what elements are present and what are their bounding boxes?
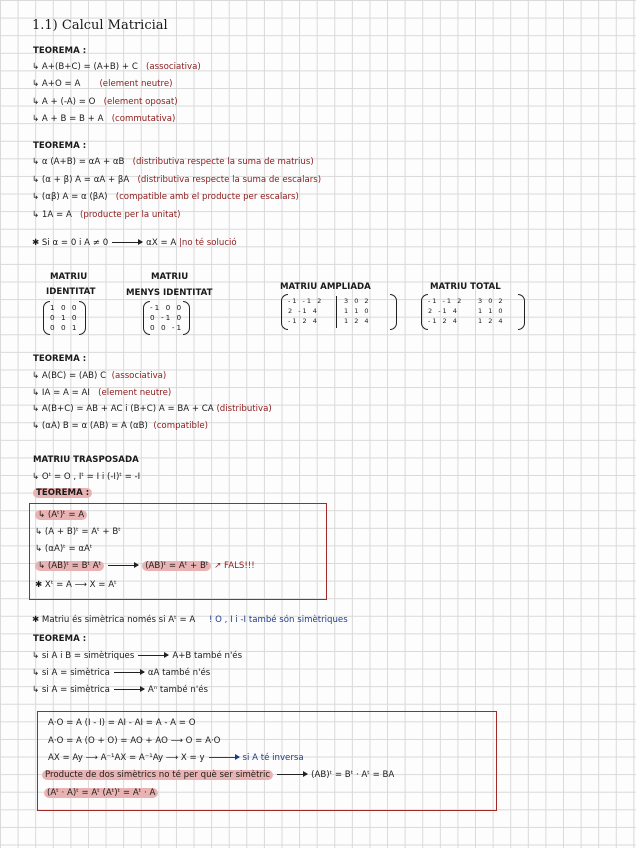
teorema-heading-4: TEOREMA : (33, 488, 92, 499)
identity-label-2: IDENTITAT (46, 287, 96, 297)
final-line-1: A·O = A (I - I) = AI - AI = A - A = O (48, 718, 196, 728)
list-item: ↳ A+(B+C) = (A+B) + C (associativa) (32, 62, 201, 72)
list-item: ↳ IA = A = AI (element neutre) (32, 388, 172, 398)
list-item: ↳ (αβ) A = α (βA) (compatible amb el producte per escalars) (32, 192, 299, 202)
list-item: ↳ α (A+B) = αA + αB (distributiva respecte la suma de matrius) (32, 157, 314, 167)
list-item: ↳ (A + B)ᵗ = Aᵗ + Bᵗ (35, 527, 121, 537)
trasposada-heading: MATRIU TRASPOSADA (33, 455, 139, 465)
list-item: ↳ A + (-A) = O (element oposat) (32, 97, 178, 107)
list-item: ↳ (AB)ᵗ = Bᵗ Aᵗ (AB)ᵗ = Aᵗ + Bᵗ ↗ FALS!!! (35, 561, 255, 572)
teorema-heading-2: TEOREMA : (33, 141, 87, 151)
list-item: ↳ A(B+C) = AB + AC i (B+C) A = BA + CA (distributiva) (32, 404, 272, 414)
final-line-2: A·O = A (O + O) = AO + AO ⟶ O = A·O (48, 736, 221, 746)
list-item: ↳ A+O = A (element neutre) (32, 79, 173, 89)
star-note: ✱ Si α = 0 i A ≠ 0 αX = A |no té solució (32, 238, 237, 248)
list-item: ↳ 1A = A (producte per la unitat) (32, 210, 181, 220)
list-item: ↳ (αA)ᵗ = αAᵗ (35, 544, 93, 554)
final-line-4: Producte de dos simètrics no té per què ser simètric (AB)ᵗ = Bᵗ · Aᵗ = BA (42, 770, 394, 781)
simetrica-line: ✱ Matriu és simètrica només si Aᵗ = A ! O , I i -I també són simètriques (32, 615, 348, 625)
teorema-heading-1: TEOREMA : (33, 46, 87, 56)
identity-label: MATRIU (50, 272, 88, 282)
list-item: ↳ si A i B = simètriques A+B també n'és (32, 651, 243, 661)
teorema-heading-5: TEOREMA : (33, 634, 87, 644)
teorema-heading-3: TEOREMA : (33, 354, 87, 364)
total-matrix: -1 -1 2 2 -1 4 -1 2 4 3 0 2 1 1 0 1 2 4 (428, 296, 518, 328)
final-line-3: AX = Ay ⟶ A⁻¹AX = A⁻¹Ay ⟶ X = y si A té inversa (48, 753, 304, 763)
list-item: ↳ A + B = B + A (commutativa) (32, 114, 176, 124)
list-item: ↳ (αA) B = α (AB) = A (αB) (compatible) (32, 421, 209, 431)
ampliada-matrix: -1 -1 2 2 -1 4 -1 2 4 3 0 2 1 1 0 1 2 4 (288, 296, 390, 328)
minus-identity-matrix: -1 0 0 0 -1 0 0 0 -1 (150, 303, 183, 333)
ampliada-label: MATRIU AMPLIADA (280, 282, 371, 292)
list-item: ↳ si A = simètrica αA també n'és (32, 668, 211, 678)
identity-matrix: 1 0 0 0 1 0 0 0 1 (50, 303, 79, 333)
page-title: 1.1) Calcul Matricial (32, 18, 168, 33)
minus-identity-label-2: MENYS IDENTITAT (126, 288, 213, 298)
final-line-5: (Aᵗ · A)ᵗ = Aᵗ (Aᵗ)ᵗ = Aᵗ · A (44, 788, 158, 799)
list-item: ↳ si A = simètrica Aⁿ també n'és (32, 685, 208, 695)
list-item: ↳ (Aᵗ)ᵗ = A (35, 510, 87, 521)
minus-identity-label: MATRIU (151, 272, 189, 282)
total-label: MATRIU TOTAL (430, 282, 501, 292)
list-item: ✱ Xᵗ = A ⟶ X = Aᵗ (35, 580, 117, 590)
list-item: ↳ (α + β) A = αA + βA (distributiva respecte la suma de escalars) (32, 175, 322, 185)
list-item: ↳ A(BC) = (AB) C (associativa) (32, 371, 167, 381)
trasposada-line: ↳ Oᵗ = O , Iᵗ = I i (-I)ᵗ = -I (32, 472, 141, 482)
